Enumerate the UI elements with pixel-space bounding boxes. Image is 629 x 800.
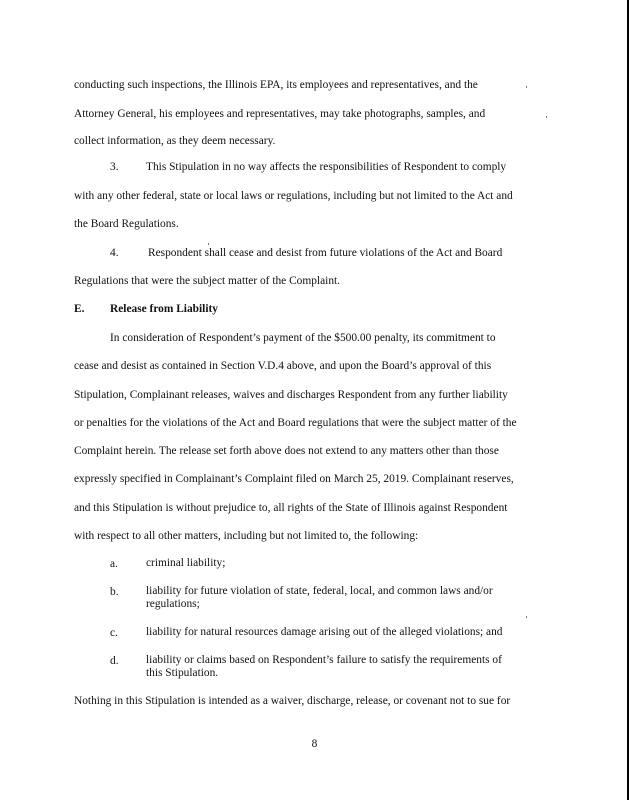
list-item-line: regulations; [146, 598, 200, 610]
item-3-line: This Stipulation in no way affects the responsibilities of Respondent to comply [146, 161, 507, 173]
item-3-number: 3. [110, 161, 119, 173]
list-item-line: liability for future violation of state, federal, local, and common laws and/or [146, 585, 493, 597]
scan-speck [526, 616, 527, 618]
section-letter: E. [74, 303, 85, 315]
paragraph-line: collect information, as they deem necessary. [74, 135, 276, 147]
list-item-line: liability or claims based on Respondent’s failure to satisfy the requirements of [146, 654, 502, 666]
section-line: Complaint herein. The release set forth above does not extend to any matters other than those [74, 445, 499, 457]
list-item-c [146, 626, 546, 639]
section-line: and this Stipulation is without prejudice to, all rights of the State of Illinois against Respondent [74, 502, 508, 514]
item-3-line: with any other federal, state or local laws or regulations, including but not limited to the Act and [74, 190, 513, 202]
section-title: Release from Liability [110, 303, 218, 315]
list-item-line: criminal liability; [146, 557, 226, 569]
item-4-line: Respondent shall cease and desist from future violations of the Act and Board [148, 247, 503, 259]
paragraph-line: conducting such inspections, the Illinois EPA, its employees and representatives, and the [74, 79, 478, 91]
paragraph-line: Attorney General, his employees and representatives, may take photographs, samples, and [74, 108, 486, 120]
list-label-a: a. [110, 558, 118, 570]
list-item-d [146, 654, 546, 680]
section-line: with respect to all other matters, including but not limited to, the following: [74, 530, 419, 542]
section-line: or penalties for the violations of the Act and Board regulations that were the subject matter of the [74, 417, 517, 429]
closing-line: Nothing in this Stipulation is intended as a waiver, discharge, release, or covenant not to sue for [74, 695, 511, 707]
list-item-line: this Stipulation. [146, 667, 219, 679]
section-line: Stipulation, Complainant releases, waives and discharges Respondent from any further liability [74, 389, 508, 401]
list-label-d: d. [110, 655, 119, 667]
list-label-b: b. [110, 586, 119, 598]
item-4-number: 4. [110, 247, 119, 259]
item-4-line: Regulations that were the subject matter of the Complaint. [74, 275, 341, 287]
list-item-b [146, 585, 546, 611]
list-label-c: c. [110, 627, 118, 639]
page-number: 8 [311, 738, 318, 750]
section-line: In consideration of Respondent’s payment of the $500.00 penalty, its commitment to [110, 332, 496, 344]
list-item-line: liability for natural resources damage arising out of the alleged violations; and [146, 626, 503, 638]
scan-speck [208, 243, 209, 245]
list-item-a [146, 557, 546, 570]
section-line: cease and desist as contained in Section V.D.4 above, and upon the Board’s approval of this [74, 360, 492, 372]
scan-speck [526, 86, 527, 88]
section-line: expressly specified in Complainant’s Complaint filed on March 25, 2019. Complainant reserves, [74, 473, 514, 485]
scan-speck [546, 116, 547, 118]
item-3-line: the Board Regulations. [74, 218, 179, 230]
